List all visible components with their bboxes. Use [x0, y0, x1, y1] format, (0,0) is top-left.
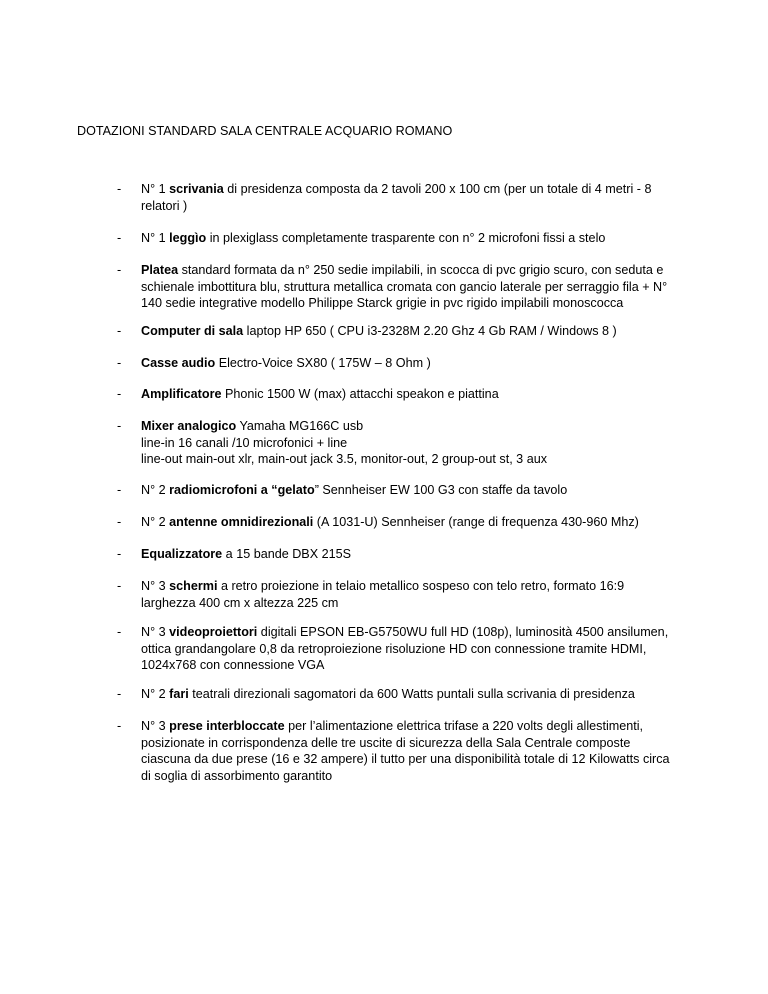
- list-bullet: -: [117, 356, 122, 370]
- list-bullet: -: [117, 419, 122, 433]
- list-bullet: -: [117, 625, 122, 639]
- list-bullet: -: [117, 483, 122, 497]
- document-title: DOTAZIONI STANDARD SALA CENTRALE ACQUARIO ROMANO: [77, 124, 453, 138]
- list-item-text: Amplificatore Phonic 1500 W (max) attacchi speakon e piattina: [141, 387, 499, 401]
- list-bullet: -: [117, 515, 122, 529]
- list-item-text: N° 3 videoproiettori digitali EPSON EB-G5750WU full HD (108p), luminosità 4500 ansilumen, ottica grandangolare 0,8 da retroproiezione risoluzione HD con connessione tramite HDMI, 1024x768 con connessione VGA: [141, 625, 669, 672]
- list-item-text: N° 2 antenne omnidirezionali (A 1031-U) Sennheiser (range di frequenza 430-960 Mhz): [141, 515, 639, 529]
- list-item-text: Equalizzatore a 15 bande DBX 215S: [141, 547, 352, 561]
- list-bullet: -: [117, 231, 122, 245]
- list-item-text: Casse audio Electro-Voice SX80 ( 175W – 8 Ohm ): [141, 356, 431, 370]
- list-bullet: -: [117, 263, 122, 277]
- list-bullet: -: [117, 579, 122, 593]
- list-bullet: -: [117, 182, 122, 196]
- list-item-text: Mixer analogico Yamaha MG166C usb line-in 16 canali /10 microfonici + line line-out main-out xlr, main-out jack 3.5, monitor-out, 2 group-out st, 3 aux: [141, 419, 547, 466]
- list-item-text: N° 2 radiomicrofoni a “gelato” Sennheiser EW 100 G3 con staffe da tavolo: [141, 483, 568, 497]
- list-item-text: N° 1 scrivania di presidenza composta da 2 tavoli 200 x 100 cm (per un totale di 4 metri - 8 relatori ): [141, 182, 652, 213]
- list-item-text: Computer di sala laptop HP 650 ( CPU i3-2328M 2.20 Ghz 4 Gb RAM / Windows 8 ): [141, 324, 617, 338]
- list-bullet: -: [117, 547, 122, 561]
- list-item-text: N° 2 fari teatrali direzionali sagomatori da 600 Watts puntali sulla scrivania di presidenza: [141, 687, 635, 701]
- list-item-text: Platea standard formata da n° 250 sedie impilabili, in scocca di pvc grigio scuro, con seduta e schienale imbottitura blu, struttura metallica cromata con gancio laterale per serraggio fila + N° 140 sedie integrative modello Philippe Starck grigie in pvc rigido impilabili monoscocca: [141, 263, 668, 310]
- list-item-text: N° 1 leggìo in plexiglass completamente trasparente con n° 2 microfoni fissi a stelo: [141, 231, 606, 245]
- list-bullet: -: [117, 324, 122, 338]
- list-bullet: -: [117, 719, 122, 733]
- list-bullet: -: [117, 687, 122, 701]
- list-item-text: N° 3 prese interbloccate per l’alimentazione elettrica trifase a 220 volts degli allestimenti, posizionate in corrispondenza delle tre uscite di sicurezza della Sala Centrale composte ciascuna da due prese (16 e 32 ampere) il tutto per una disponibilità totale di 12 Kilowatts circa di soglia di assorbimento garantito: [141, 719, 670, 783]
- list-item-text: N° 3 schermi a retro proiezione in telaio metallico sospeso con telo retro, formato 16:9 larghezza 400 cm x altezza 225 cm: [141, 579, 625, 610]
- list-bullet: -: [117, 387, 122, 401]
